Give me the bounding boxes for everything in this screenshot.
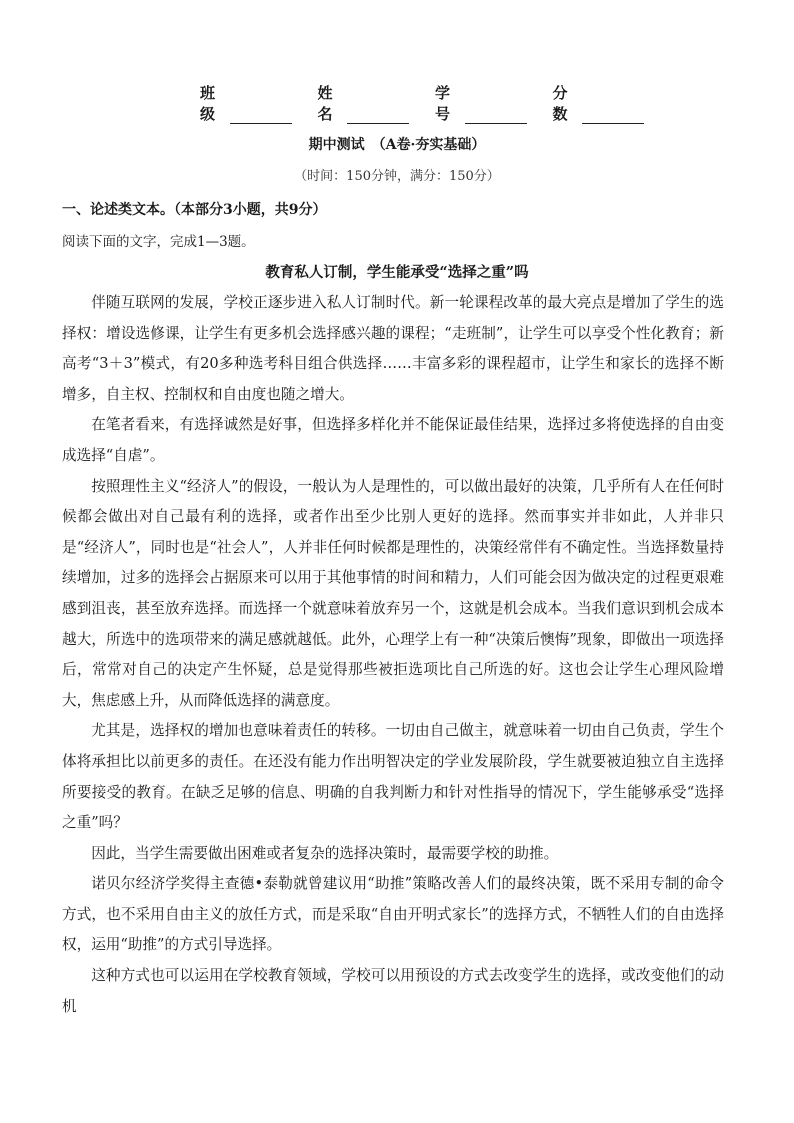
student-id-field — [435, 84, 527, 124]
student-id-blank — [465, 107, 527, 124]
article-paragraph: 因此，当学生需要做出困难或者复杂的选择决策时，最需要学校的助推。 — [91, 844, 559, 862]
name-field — [317, 84, 410, 124]
article-paragraph: 按照理性主义“经济人”的假设，一般认为人是理性的，可以做出最好的决策，几乎所有人在任何时候都会做出对自己最有利的选择，或者作出至少比别人更好的选择。然而事实并非如此，人并非只是“经济人”，同时也是“社会人”，人并非任何时候都是理性的，决策经常伴有不确定性。当选择数量持续增加，过多的选择会占据原来可以用于其他事情的时间和精力，人们可能会因为做决定的过程更艰难感到沮丧，甚至放弃选择。而选择一个就意味着放弃另一个，这就是机会成本。当我们意识到机会成本越大，所选中的选项带来的满足感就越低。此外，心理学上有一种“决策后懊悔”现象，即做出一项选择后，常常对自己的决定产生怀疑，总是觉得那些被拒选项比自己所选的好。这也会让学生心理风险增大，焦虑感上升，从而降低选择的满意度。 — [62, 477, 724, 709]
article-paragraph: 这种方式也可以运用在学校教育领域，学校可以用预设的方式去改变学生的选择，或改变他们的动机 — [62, 967, 724, 1015]
class-label: 班级 — [200, 84, 216, 123]
score-field — [552, 84, 645, 124]
score-label: 分数 — [552, 84, 568, 123]
class-blank — [230, 107, 292, 124]
article-title: 教育私人订制，学生能承受“选择之重”吗 — [265, 264, 529, 281]
time-info: （时间：150分钟，满分：150分） — [294, 169, 500, 184]
article-body — [62, 288, 724, 1022]
class-field — [200, 84, 292, 124]
article-paragraph: 伴随互联网的发展，学校正逐步进入私人订制时代。新一轮课程改革的最大亮点是增加了学生的选择权：增设选修课，让学生有更多机会选择感兴趣的课程；“走班制”，让学生可以享受个性化教育；新高考“3＋3”模式，有20多种选考科目组合供选择……丰富多彩的课程超市，让学生和家长的选择不断增多，自主权、控制权和自由度也随之增大。 — [62, 294, 724, 403]
article-paragraph: 在笔者看来，有选择诚然是好事，但选择多样化并不能保证最佳结果，选择过多将使选择的自由变成选择“自虐”。 — [62, 416, 724, 464]
student-id-label: 学号 — [435, 84, 451, 123]
article-paragraph: 诺贝尔经济学奖得主查德•泰勒就曾建议用“助推”策略改善人们的最终决策，既不采用专制的命令方式，也不采用自由主义的放任方式，而是采取“自由开明式家长”的选择方式，不牺牲人们的自由选择权，运用“助推”的方式引导选择。 — [62, 875, 724, 954]
reading-instruction: 阅读下面的文字，完成1—3题。 — [62, 234, 255, 250]
section-heading: 一、论述类文本。（本部分3小题，共9分） — [62, 202, 327, 218]
name-blank — [347, 107, 409, 124]
name-label: 姓名 — [317, 84, 333, 123]
article-paragraph: 尤其是，选择权的增加也意味着责任的转移。一切由自己做主，就意味着一切由自己负责，学生个体将承担比以前更多的责任。在还没有能力作出明智决定的学业发展阶段，学生就要被迫独立自主选择所要接受的教育。在缺乏足够的信息、明确的自我判断力和针对性指导的情况下，学生能够承受“选择之重”吗？ — [62, 722, 724, 832]
score-blank — [582, 107, 644, 124]
exam-title: 期中测试 （A卷·夯实基础） — [308, 137, 486, 153]
student-info-row — [200, 84, 670, 124]
